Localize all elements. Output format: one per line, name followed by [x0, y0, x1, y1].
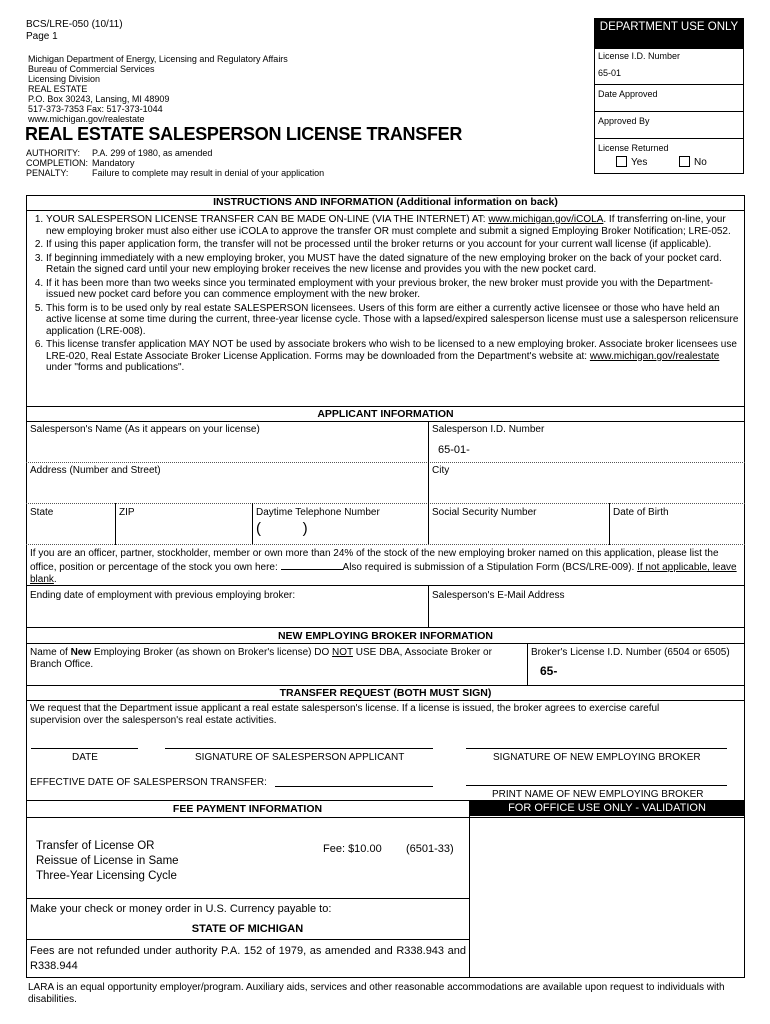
officer-position-field[interactable] — [281, 560, 343, 570]
stipulation-text: Also required is submission of a Stipulation Form (BCS/LRE-009). — [342, 562, 635, 573]
equal-opportunity-statement: LARA is an equal opportunity employer/program. Auxiliary aids, services and other reasonable accommodations are available upon request to individuals with disabilities. — [28, 982, 725, 1005]
print-name-label: PRINT NAME OF NEW EMPLOYING BROKER — [492, 789, 704, 800]
fee-item-line: Transfer of License OR — [36, 840, 155, 852]
instruction-item: 3. If beginning immediately with a new employing broker, you MUST have the dated signature of the new employing broker on the back of your pocket card. Retain the signed card until your new employing broker receives the new license and provides you with the new pocket card. — [46, 253, 740, 276]
checkbox-yes[interactable] — [616, 156, 627, 167]
instructions-title: INSTRUCTIONS AND INFORMATION (Additional information on back) — [213, 196, 558, 208]
address-line: Michigan Department of Energy, Licensing and Regulatory Affairs — [28, 54, 288, 64]
phone-label: Daytime Telephone Number — [256, 507, 380, 518]
broker-label-pre: Name of — [30, 647, 71, 658]
broker-signature-label: SIGNATURE OF NEW EMPLOYING BROKER — [493, 752, 701, 763]
completion-label: COMPLETION: — [26, 158, 89, 168]
license-returned-yes[interactable] — [616, 156, 647, 169]
license-returned-no[interactable] — [679, 156, 707, 169]
form-title: REAL ESTATE SALESPERSON LICENSE TRANSFER — [25, 124, 463, 144]
page-number: Page 1 — [26, 31, 58, 42]
date-signature-line[interactable] — [31, 748, 138, 749]
broker-label-not: NOT — [332, 647, 353, 658]
state-label: State — [30, 507, 54, 518]
penalty-value: Failure to complete may result in denial of your application — [92, 168, 325, 178]
email-label: Salesperson's E-Mail Address — [432, 590, 565, 601]
penalty-label: PENALTY: — [26, 168, 69, 178]
completion-value: Mandatory — [92, 158, 135, 168]
transfer-request-text: We request that the Department issue applicant a real estate salesperson's license. If a license is issued, the broker agrees to exercise careful supervision over the salesperson's real estate activities. — [30, 703, 660, 726]
approved-by-label: Approved By — [598, 116, 650, 126]
officer-text: If you are an officer, partner, stockholder, member or own more than 24% of the stock of the new employing broker named on this application, please list the office, position or percentage of the stock you own here: — [30, 548, 719, 573]
fee-code: (6501-33) — [406, 843, 454, 855]
applicant-signature-line[interactable] — [165, 748, 433, 749]
checkbox-no[interactable] — [679, 156, 690, 167]
date-label: DATE — [72, 752, 98, 763]
instructions-list — [30, 214, 740, 376]
form-id: BCS/LRE-050 (10/11) — [26, 19, 123, 30]
address-line: REAL ESTATE — [28, 84, 88, 94]
effective-date-line[interactable] — [275, 786, 433, 787]
salesperson-id-prefix[interactable]: 65-01- — [438, 444, 470, 456]
office-use-validation-title: FOR OFFICE USE ONLY - VALIDATION — [469, 800, 745, 816]
transfer-section-title: TRANSFER REQUEST (BOTH MUST SIGN) — [279, 687, 492, 699]
address-line: Licensing Division — [28, 74, 101, 84]
refund-policy-text: Fees are not refunded under authority P.A. 152 of 1979, as amended and R338.943 and R338.944 — [30, 945, 466, 972]
broker-name-label — [30, 647, 520, 671]
fee-amount: Fee: $10.00 — [323, 843, 382, 855]
broker-section-title: NEW EMPLOYING BROKER INFORMATION — [277, 630, 494, 642]
instruction-item: 2. If using this paper application form, the transfer will not be processed until the broker returns or you account for your current wall license (if applicable). — [46, 239, 740, 251]
icola-link[interactable]: www.michigan.gov/iCOLA — [488, 214, 604, 225]
department-use-title: DEPARTMENT USE ONLY — [594, 18, 744, 49]
no-label: No — [694, 157, 707, 168]
salesperson-id-label: Salesperson I.D. Number — [432, 424, 545, 435]
fee-item-line: Reissue of License in Same — [36, 855, 179, 867]
fee-item-description — [36, 839, 179, 884]
zip-label: ZIP — [119, 507, 135, 518]
broker-label-post: USE DBA, Associate Broker or Branch Office. — [30, 647, 492, 670]
applicant-section-title: APPLICANT INFORMATION — [317, 408, 454, 420]
ending-date-label: Ending date of employment with previous employing broker: — [30, 590, 296, 601]
instruction-item: 4. If it has been more than two weeks since you terminated employment with your previous broker, the new broker must provide you with the Department-issued new pocket card before you can commence employment with the new broker. — [46, 278, 740, 301]
leave-blank-text: If not applicable, leave blank — [30, 562, 737, 585]
broker-signature-line[interactable] — [466, 748, 727, 749]
address-line: Bureau of Commercial Services — [28, 64, 155, 74]
payee-name: STATE OF MICHIGAN — [191, 923, 304, 935]
officer-statement: If you are an officer, partner, stockholder, member or own more than 24% of the stock of the new employing broker named on this application, please list the office, position or percentage of the stock you own here: Also required is submission of a Stipulation Form (BCS/LRE-009). If not applicable, leave blank. — [30, 548, 737, 585]
address-line: 517-373-7353 Fax: 517-373-1044 — [28, 104, 163, 114]
broker-license-prefix[interactable]: 65- — [540, 664, 558, 678]
effective-date-label: EFFECTIVE DATE OF SALESPERSON TRANSFER: — [30, 777, 267, 788]
license-id-prefix[interactable]: 65-01 — [598, 68, 622, 78]
date-approved-label: Date Approved — [598, 89, 658, 99]
ssn-label: Social Security Number — [432, 507, 537, 518]
authority-label: AUTHORITY: — [26, 148, 81, 158]
instruction-item: 5. This form is to be used only by real estate SALESPERSON licensees. Users of this form are either a currently active licensee or those who have held an active license at some time during the current, three-year license cycle. Those with a lapsed/expired salesperson license must use a salesperson relicensure application (LRE-008). — [46, 303, 740, 338]
payable-text: Make your check or money order in U.S. Currency payable to: — [30, 903, 332, 915]
broker-label-new: New — [70, 647, 92, 658]
address-line: P.O. Box 30243, Lansing, MI 48909 — [28, 94, 170, 104]
applicant-signature-label: SIGNATURE OF SALESPERSON APPLICANT — [195, 752, 405, 763]
dob-label: Date of Birth — [613, 507, 669, 518]
broker-license-label: Broker's License I.D. Number (6504 or 6505) — [531, 647, 730, 658]
instruction-item: 1. YOUR SALESPERSON LICENSE TRANSFER CAN BE MADE ON-LINE (VIA THE INTERNET) AT: www.michigan.gov/iCOLA. If transferring on-line, your new employing broker must also either use iCOLA to approve the transfer OR must complete and submit a signed Employing Broker Notification; LRE-052. — [46, 214, 740, 237]
address-label: Address (Number and Street) — [30, 465, 161, 476]
salesperson-name-label: Salesperson's Name (As it appears on your license) — [30, 424, 260, 435]
realestate-link[interactable]: www.michigan.gov/realestate — [589, 350, 720, 362]
yes-label: Yes — [631, 157, 648, 168]
license-id-label: License I.D. Number — [598, 51, 681, 61]
broker-label-mid: Employing Broker (as shown on Broker's license) DO — [91, 647, 333, 658]
address-line: www.michigan.gov/realestate — [28, 114, 145, 124]
fee-item-line: Three-Year Licensing Cycle — [36, 870, 177, 882]
instruction-item: 6. This license transfer application MAY NOT be used by associate brokers who wish to be licensed to a new employing broker. Associate broker licensees use LRE-020, Real Estate Associate Broker License Application. Forms may be downloaded from the Department's website at: www.michigan.gov/realestate under "forms and publications". — [46, 339, 740, 374]
print-name-line[interactable] — [466, 785, 727, 786]
city-label: City — [432, 465, 450, 476]
fee-section-title: FEE PAYMENT INFORMATION — [172, 803, 323, 815]
phone-area-code[interactable]: ( ) — [256, 520, 308, 537]
license-returned-label: License Returned — [598, 143, 669, 153]
agency-address — [28, 54, 288, 124]
authority-value: P.A. 299 of 1980, as amended — [92, 148, 213, 158]
